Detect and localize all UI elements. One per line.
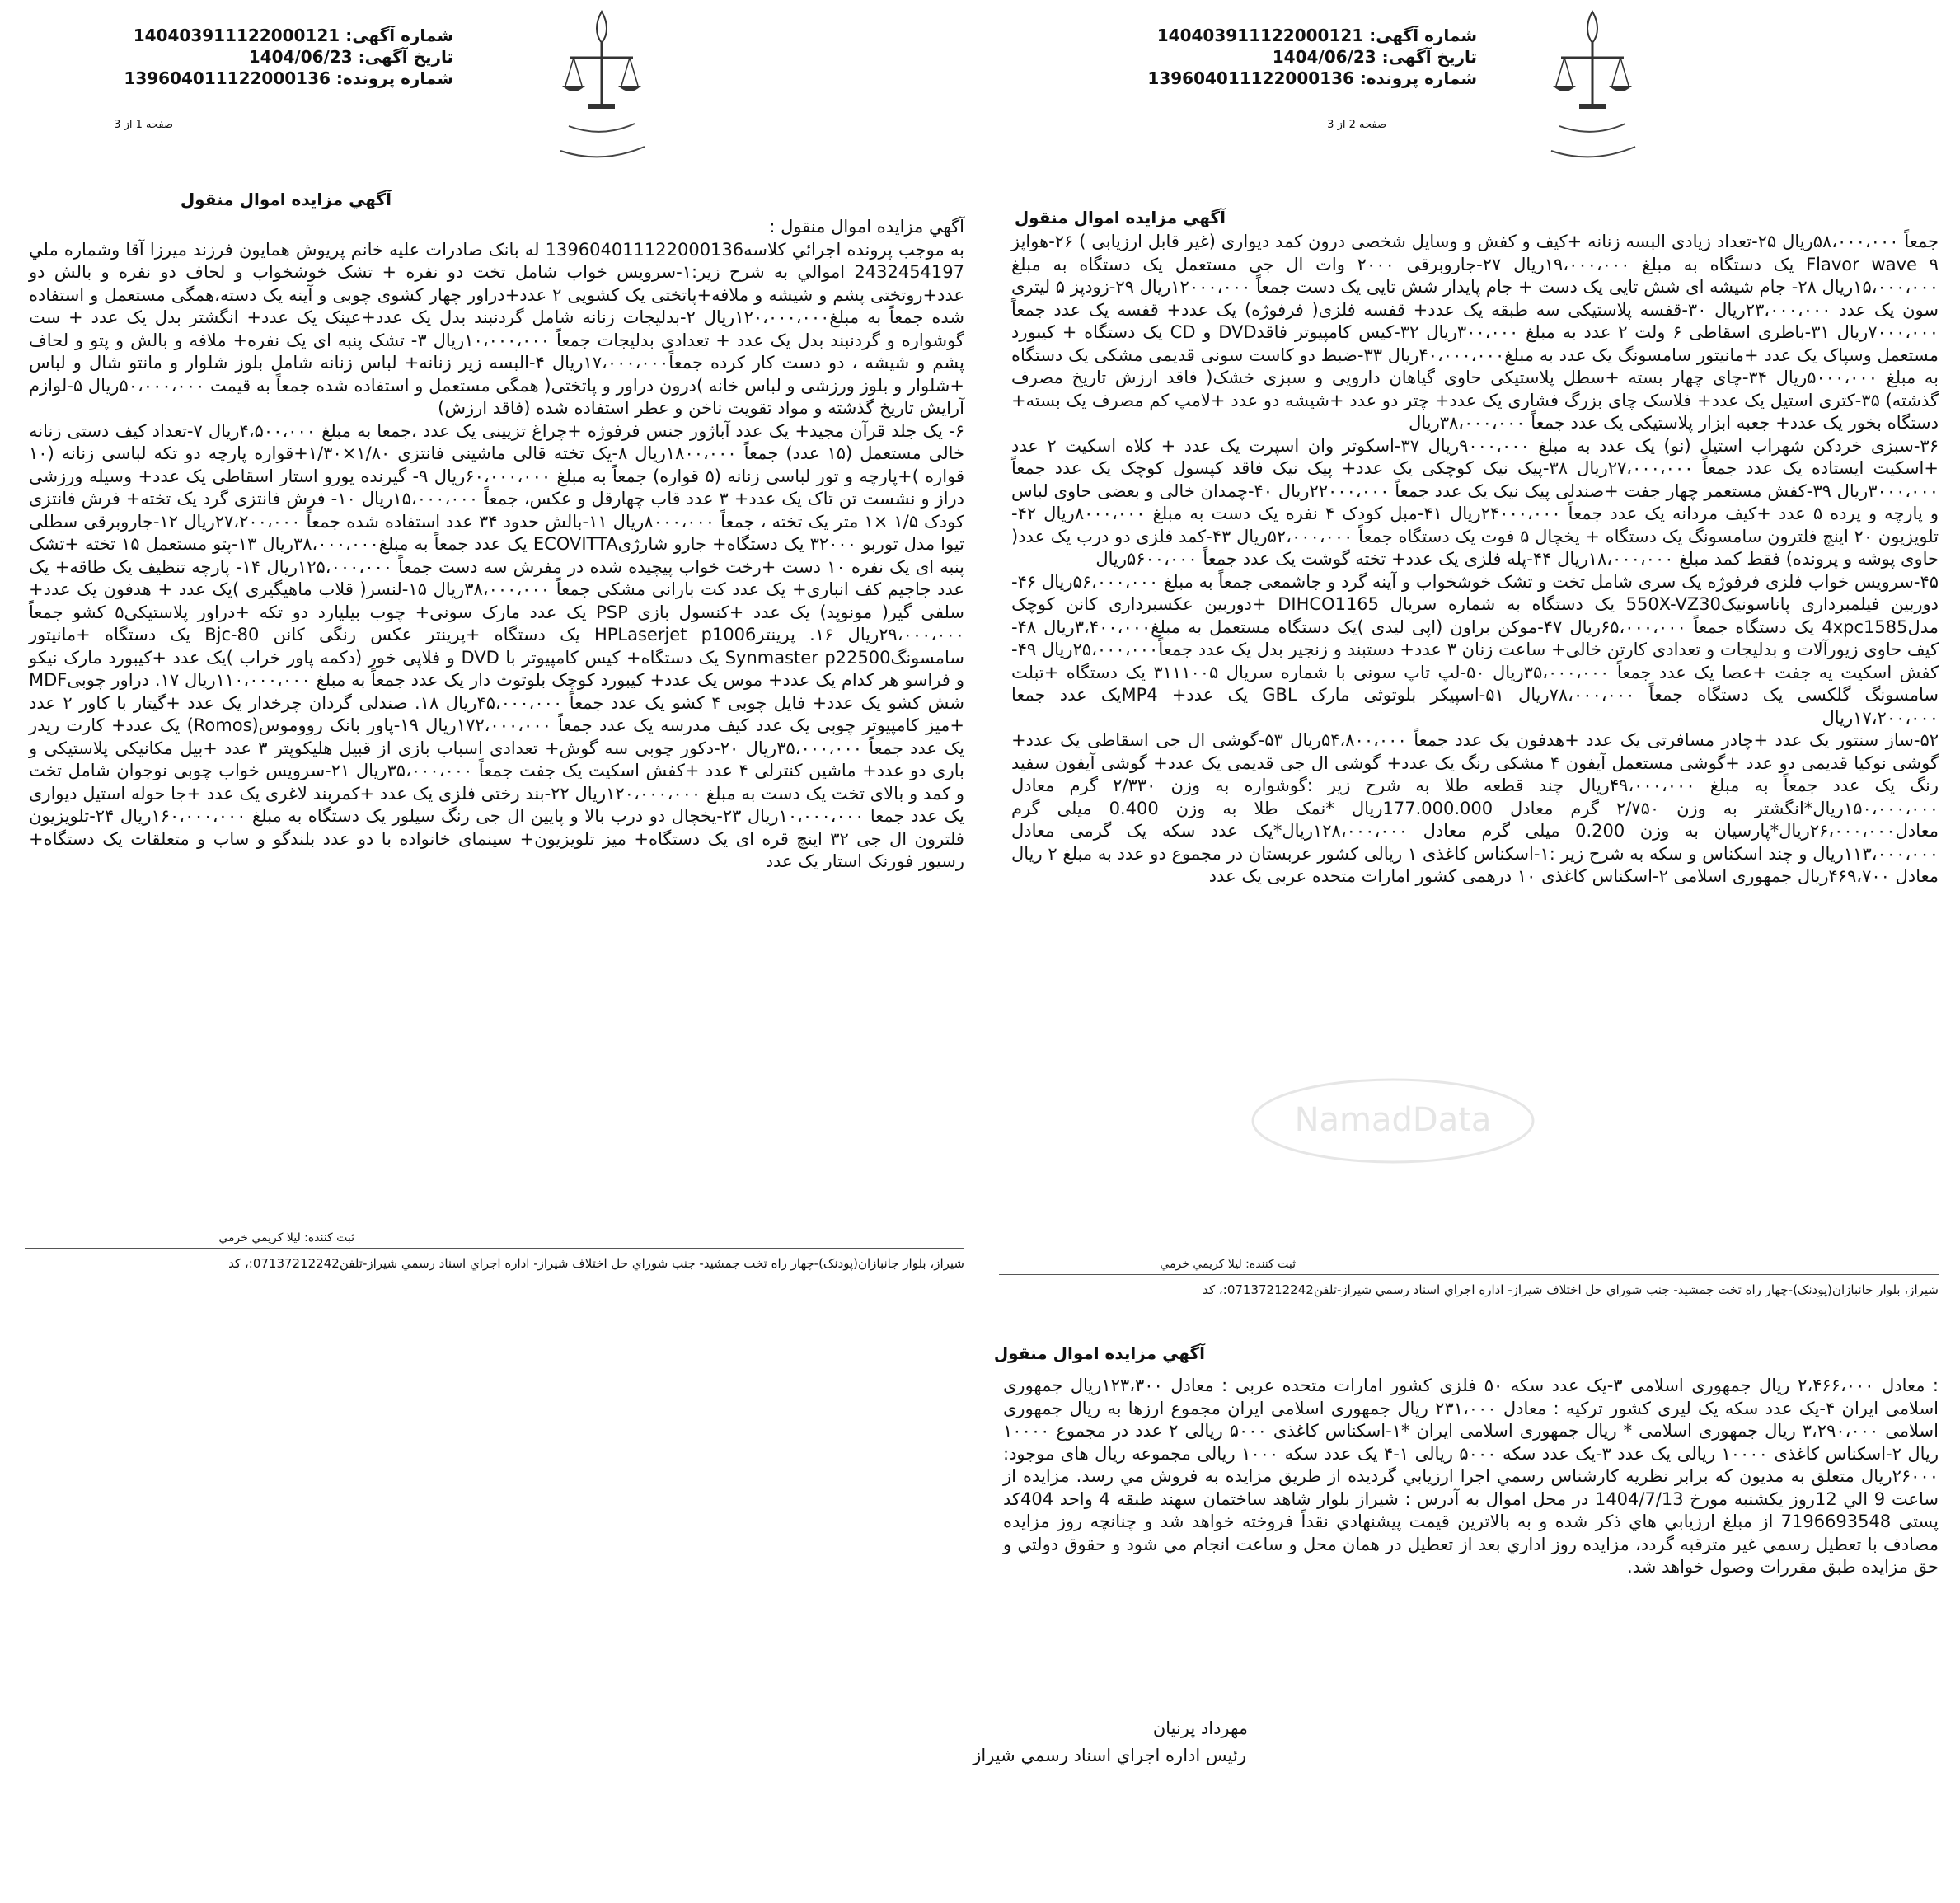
footer-divider [999, 1274, 1939, 1275]
paragraph: ۵۲-ساز سنتور یک عدد +چادر مسافرتی یک عدد +هدفون یک عدد جمعاً ۵۴،۸۰۰،۰۰۰ریال ۵۳-گوشی ال جی اسقاطی یک عدد+ گوشی نوکیا قدیمی دو عدد +گوشی مستعمل آیفون ۴ مشکی رنگ یک عدد+ گوشی ال جی قدیمی یک عدد+ گوشی آیفون سفید رنگ یک عدد جمعاً به مبلغ ۴۹،۰۰۰،۰۰۰ریال چند قطعه طلا به شرح زیر :گوشواره به وزن ۲/۳۳۰ گرم معادل ۱۵۰،۰۰۰،۰۰۰ریال*انگشتر به وزن ۲/۷۵۰ گرم معادل 177.000.000ریال *نمک طلا به وزن 0.400 میلی گرم معادل۲۶،۰۰۰،۰۰۰ریال*پارسیان به وزن 0.200 میلی گرم معادل ۱۲۸،۰۰۰،۰۰۰ریال*یک عدد سکه یک گرمی معادل ۱۱۳،۰۰۰،۰۰۰ریال و چند اسکناس و سکه به شرح زیر :۱-اسکناس کاغذی ۱ ریالی کشور عربستان در مجموع دو عدد به مبلغ ۲ ریال معادل ۴۶۹،۷۰۰ریال جمهوری اسلامی ۲-اسکناس کاغذی ۱۰ درهمی کشور امارات متحده عربی یک عدد [1011, 730, 1939, 886]
paragraph: ۳۶-سبزی خردکن شهراب استیل (نو) یک عدد به مبلغ ۹۰۰۰،۰۰۰ریال ۳۷-اسکوتر وان اسپرت یک عدد + کلاه اسکیت ۲ عدد +اسکیت ایستاده یک عدد جمعاً ۲۷،۰۰۰،۰۰۰ریال ۳۸-پیک نیک کوچکی یک عدد+ پیک نیک فاقد کپسول کوچک یک عدد جمعاً ۳۰۰۰،۰۰۰ریال ۳۹-کفش مستعمر چهار جفت +صندلی پیک نیک یک عدد جمعاً ۲۲۰۰۰،۰۰۰ریال ۴۰-چمدان خالی و بعضی حاوی لباس و پارچه و پرده ۵ عدد +کیف مردانه یک عدد جمعاً ۲۴۰۰۰،۰۰۰ریال ۴۱-مبل کودک ۴ نفره یک دست به مبلغ ۸۰۰۰،۰۰۰ریال ۴۲-تلویزیون ۲۰ اینچ فلترون سامسونگ یک دستگاه + یخچال ۵ فوت یک دستگاه جمعاً ۵۲،۰۰۰،۰۰۰ریال ۴۳-کمد فلزی دو درب یک عدد( حاوی پوشه و پرونده) فقط کمد مبلغ ۱۸،۰۰۰،۰۰۰ریال ۴۴-پله فلزی یک عدد+ تخته گوشت یک عدد جمعاً ۵۶۰۰،۰۰۰ریال [1011, 435, 1939, 569]
paragraph: : معادل ۲،۴۶۶،۰۰۰ ریال جمهوری اسلامی ۳-یک عدد سکه ۵۰ فلزی کشور امارات متحده عربی : معادل ۱۲۳،۳۰۰ریال جمهوری اسلامی ایران ۴-یک عدد سکه یک لیری کشور ترکیه : معادل ۲۳۱،۰۰۰ ریال جمهوری اسلامی ایران مجموع ارزها به ریال جمهوری اسلامی ۳،۲۹۰،۰۰۰ ریال جمهوری اسلامی * ریال جمهوری اسلامی ایران *۱-اسکناس کاغذی ۵۰۰۰ ریالی ۲ عدد در مجموع ۱۰۰۰۰ ریال ۲-اسکناس کاغذی ۱۰۰۰۰ ریالی یک عدد ۳-یک عدد سکه ۵۰۰۰ ریالی ۱-۴ یک عدد سکه ۱۰۰۰ ریالی مجموعه ریال های موجود: ۲۶۰۰۰ریال متعلق به مديون كه برابر نظريه كارشناس رسمي اجرا ارزيابي گرديده از طريق مزايده به فروش مي رسد. مزايده از ساعت 9 الي 12روز يکشنبه مورخ 1404/7/13 در محل اموال به آدرس : شیراز بلوار شاهد ساختمان سهند طبقه 4 واحد 404کد پستی 7196693548 از مبلغ ارزيابي هاي ذكر شده و به بالاترين قيمت پيشنهادي نقداً فروخته خواهد شد و چنانچه روز مزايده مصادف با تعطيل رسمي غير مترقبه گردد، مزايده روز اداري بعد از تعطيل در همان محل و ساعت انجام مي شود و حقوق دولتي و حق مزايده طبق مقررات وصول خواهد شد. [1003, 1376, 1939, 1577]
recorder-name: ثبت كننده: ليلا كريمي خرمي [218, 1231, 354, 1244]
document-page-3 [973, 1335, 1939, 1896]
recorder-name: ثبت كننده: ليلا كريمي خرمي [1160, 1258, 1296, 1271]
ad-meta [124, 25, 453, 89]
ad-number: شماره آگهی: 140403911122000121 [133, 26, 453, 45]
ad-number: شماره آگهی: 140403911122000121 [1156, 26, 1477, 45]
watermark-logo [1236, 1071, 1550, 1170]
page-header [999, 0, 1939, 181]
notice-body [1003, 1375, 1939, 1579]
case-number: شماره پرونده: 139604011122000136 [124, 68, 453, 88]
page-header [25, 0, 964, 181]
judiciary-emblem-icon [1543, 7, 1642, 163]
footer-divider [25, 1248, 964, 1249]
notice-body [29, 216, 964, 874]
signer-title: رئيس اداره اجراي اسناد رسمي شيراز [973, 1746, 1246, 1765]
paragraph: آگهي مزايده اموال منقول : [769, 217, 964, 237]
paragraph: ۴۵-سرویس خواب فلزی فرفوژه یک سری شامل تخت و تشک خوشخواب و آینه گرد و جاشمعی جمعاً به مبلغ ۵۶،۰۰۰،۰۰۰ریال ۴۶-دوربین فیلمبرداری پاناسونیک550X-VZ30 یک دستگاه به شماره سریال DIHCO1165 +دوربین عکسبرداری کانن کوچک مدل4xpc1585 یک دستگاه جمعاً ۶۵،۰۰۰،۰۰۰ریال ۴۷-موکن براون (اپی لیدی )یک دستگاه مستعمل به مبلغ۳،۴۰۰،۰۰۰ریال ۴۸-کیف حاوی زیورآلات و بدلیجات و تعدادی کارتن خالی+ ساعت زنان ۳ عدد+ دستبند و زنجیر بدل یک عدد جمعاً۲۵،۰۰۰،۰۰۰ریال ۴۹-کفش اسکیت یه جفت +عصا یک عدد جمعاً ۳۵،۰۰۰،۰۰۰ریال ۵۰-لپ تاپ سونی با شماره سریال ۳۱۱۱۰۰۵ یک دستگاه +تبلت سامسونگ گلکسی یک دستگاه جمعاً ۷۸،۰۰۰،۰۰۰ریال ۵۱-اسپیکر بلوتوثی مارک GBL یک عدد+ MP4یک عدد جمعا ۱۷،۲۰۰،۰۰۰ریال [1011, 571, 1939, 728]
page-number: صفحه 1 از 3 [114, 119, 173, 131]
ad-date: تاریخ آگهی: 1404/06/23 [248, 47, 453, 67]
ad-meta [1147, 25, 1477, 89]
office-address: شيراز، بلوار جانبازان(پودنک)-چهار راه تخت جمشيد- جنب شوراي حل اختلاف شيراز- اداره اجراي اسناد رسمي شيراز-تلفن07137212242:، کد [1203, 1282, 1939, 1297]
notice-title: آگهي مزايده اموال منقول [180, 190, 392, 209]
paragraph: جمعاً ۵۸،۰۰۰،۰۰۰ریال ۲۵-تعداد زیادی البسه زنانه +کیف و کفش و وسایل شخصی درون کمد دیواری (غیر قابل ارزیابی ) ۲۶-هواپز ۹ Flavor wave یک دستگاه به مبلغ ۱۹،۰۰۰،۰۰۰ریال ۲۷-جاروبرقی ۲۰۰۰ وات ال جی مستعمل یک دستگاه به مبلغ ۱۵،۰۰۰،۰۰۰ریال ۲۸- جام شیشه ای شش تایی یک دست + جام پایدار شش تایی یک دست جمعاً ۱۲۰۰۰،۰۰۰ریال ۲۹-زودپز ۵ لیتری سون یک عدد ۲۳،۰۰۰،۰۰۰ریال ۳۰-قفسه پلاستیکی سه طبقه یک عدد+ قفسه فلزی( فرفوژه) یک عدد+ قفسه یک عدد جمعاً ۷۰۰۰،۰۰۰ریال ۳۱-باطری اسقاطی ۶ ولت ۲ عدد به مبلغ ۳۰۰،۰۰۰ریال ۳۲-کیس کامپیوتر فاقدDVD و CD یک دستگاه + کیبورد مستعمل وسپاک یک عدد +مانیتور سامسونگ یک عدد به مبلغ۴۰،۰۰۰،۰۰۰ریال ۳۳-ضبط دو کاست سونی قدیمی مشکی یک دستگاه به مبلغ ۵۰۰۰،۰۰۰ریال ۳۴-چای چهار بسته +سطل پلاستیکی حاوی گیاهان دارویی و سبزی خشک( فاقد ارزش تاریخ مصرف گذشته) ۳۵-کتری استیل یک عدد+ فلاسک چای بزرگ فشاری یک عدد+ چتر دو عدد +شیشه دو عدد +لامپ کم مصرف یک بسته+ دستگاه بخور یک عدد+ جعبه ابزار پلاستیکی یک عدد جمعاً ۳۸،۰۰۰،۰۰۰ریال [1011, 232, 1939, 433]
notice-body [1011, 231, 1939, 888]
signer-name: مهرداد پرنيان [1152, 1718, 1248, 1738]
case-number: شماره پرونده: 139604011122000136 [1147, 68, 1477, 88]
office-address: شيراز، بلوار جانبازان(پودنک)-چهار راه تخت جمشيد- جنب شوراي حل اختلاف شيراز- اداره اجراي اسناد رسمي شيراز-تلفن07137212242:، کد [228, 1256, 964, 1271]
notice-title: آگهي مزايده اموال منقول [993, 1343, 1205, 1363]
notice-title: آگهي مزايده اموال منقول [1014, 208, 1226, 227]
page-number: صفحه 2 از 3 [1327, 119, 1386, 131]
watermark-text: NamadData [1294, 1101, 1492, 1139]
document-page-1 [25, 0, 964, 1294]
ad-date: تاریخ آگهی: 1404/06/23 [1272, 47, 1477, 67]
paragraph: به موجب پرونده اجرائي کلاسه139604011122000136 له بانک صادرات عليه خانم پريوش همايون فرزند ميرزا آقا وشماره ملي 2432454197 اموالي به شرح زير:۱-سرويس خواب شامل تخت دو نفره + تشک خوشخواب و لحاف دو نفره و بالش دو عدد+روتختی پشم و شیشه و ملافه+پاتختی یک کشویی ۲ عدد+دراور چهار کشوی چوبی و آینه یک دسته،همگی مستعمل و استفاده شده جمعاً به مبلغ۱۲۰،۰۰۰،۰۰۰ریال ۲-بدلیجات زنانه شامل گردنبند بدل یک عدد+عینک یک عدد+ انگشتر بدل یک عدد + ست گوشواره و گردنبند بدل یک عدد + تعدادی بدلیجات جمعاً ۱۰،۰۰۰،۰۰۰ریال ۳- تشک پنبه ای یک نفره+ ملافه و بالش و پتو و لحاف پشم و شیشه ، دو دست کار کرده جمعاً۱۷،۰۰۰،۰۰۰ریال ۴-البسه زیر زنانه+ لباس زنانه شامل بلوز شلوار و مانتو شال و لباس +شلوار و بلوز ورزشی و لباس خانه )درون دراور و پاتختی( همگی مستعمل و استفاده شده جمعاً به قیمت ۵۰،۰۰۰،۰۰۰ریال ۵-لوازم آرایش تاریخ گذشته و مواد تقویت ناخن و عطر استفاده شده (فاقد ارزش) [29, 239, 965, 418]
judiciary-emblem-icon [552, 7, 651, 163]
paragraph: ۶- یک جلد قرآن مجید+ یک عدد آباژور جنس فرفوژه +چراغ تزیینی یک عدد ،جمعا به مبلغ ۴،۵۰۰،۰۰۰ریال ۷-تعداد کیف دستی زنانه خالی مستعمل (۱۵ عدد) جمعاً ۱۸۰۰،۰۰۰ریال ۸-یک تخته قالی ماشینی فانتزی ۱/۸۰×۱/۳۰+قواره پارچه دو تکه لباسی زنانه (۱۰ قواره )+پارچه و تور لباسی زنانه (۵ قواره) جمعاً به مبلغ ۶۰،۰۰۰،۰۰۰ریال ۹- گیرنده یورو استار اسقاطی یک عدد+ وسیله ورزشی دراز و نشست تن تاک یک عدد+ ۳ عدد قاب چهارقل و عکس، جمعاً ۱۵،۰۰۰،۰۰۰ریال ۱۰- فرش فانتزی گرد یک تخته+ فرش فانتزی کودک ۱/۵ ×۱ متر یک تخته ، جمعاً ۸۰۰۰،۰۰۰ریال ۱۱-بالش حدود ۳۴ عدد استفاده شده جمعاً ۲۷،۲۰۰،۰۰۰ریال ۱۲-جاروبرقی سطلی تیوا مدل توربو ۳۲۰۰۰ یک دستگاه+ جارو شارژیECOVITTA یک عدد جمعاً به مبلغ۳۸،۰۰۰،۰۰۰ریال ۱۳-پتو مستعمل ۱۵ تخته +تشک پنبه ای یک نفره ۱۰ دست +رخت خواب پیچیده شده در مفرش سه دست جمعاً ۱۲۵،۰۰۰،۰۰۰ریال ۱۴- پارچه تنظیف یک طاقه+ یک عدد جاجیم کف انباری+ یک عدد کت بارانی مشکی جمعاً ۳۸،۰۰۰،۰۰۰ریال ۱۵-لنسر( قلاب ماهیگیری )یک عدد + هدفون یک عدد+ سلفی گیر( مونوپد) یک عدد +کنسول بازی PSP یک عدد مارک سونی+ چوب بیلیارد دو تکه +دراور پلاستیکی۵ کشو جمعاً ۲۹،۰۰۰،۰۰۰ریال ۱۶. پرینترHPLaserjet p1006 یک دستگاه +پرینتر عکس رنگی کانن Bjc-80 یک دستگاه +مانیتور سامسونگSynmaster p22500 یک دستگاه+ کیس کامپیوتر با DVD و فلاپی خور (دکمه پاور خراب )یک عدد +کیبورد مارک نیکو و فراسو هر کدام یک عدد+ موس یک عدد+ کیبورد کوچک بلوتوث دار یک عدد جمعاً به مبلغ ۱۱۰،۰۰۰،۰۰۰ریال ۱۷. دراور چوبیMDF شش کشو یک عدد+ فایل چوبی ۴ کشو یک عدد جمعاً ۴۵،۰۰۰،۰۰۰ریال ۱۸. صندلی گردان چرخدار یک عدد +گیتار با کاور ۲ عدد +میز کامپیوتر چوبی یک عدد کیف مدرسه یک عدد جمعاً ۱۷۲،۰۰۰،۰۰۰ریال ۱۹-پاور بانک رووموس(Romos) یک عدد+ کارت ریدر یک عدد جمعاً ۳۵،۰۰۰،۰۰۰ریال ۲۰-دکور چوبی سه گوش+ تعدادی اسباب بازی از قبیل هلیکوپتر ۳ عدد +بیل مکانیکی پلاستیکی و باری دو عدد+ ماشین کنترلی ۴ عدد +کفش اسکیت یک جفت جمعاً ۳۵،۰۰۰،۰۰۰ریال ۲۱-سرویس خواب چوبی نوجوان شامل تخت و کمد و بالای تخت یک دست به مبلغ ۱۲۰،۰۰۰،۰۰۰ریال ۲۲-بند رختی فلزی یک عدد +کمربند لاغری یک عدد +جا حوله استیل دیواری یک عدد جمعا ۱۰،۰۰۰،۰۰۰ریال ۲۳-یخچال دو درب بالا و پایین ال جی رنگ سیلور یک دستگاه به مبلغ ۱۶۰،۰۰۰،۰۰۰ریال ۲۴-تلویزیون فلترون ال جی ۳۲ اینچ قره ای یک دستگاه+ میز تلویزیون+ سینمای خانواده با دو عدد بلندگو و ساب و متعلقات یک دستگاه+ رسیور فورنک استار یک عدد [29, 420, 965, 871]
